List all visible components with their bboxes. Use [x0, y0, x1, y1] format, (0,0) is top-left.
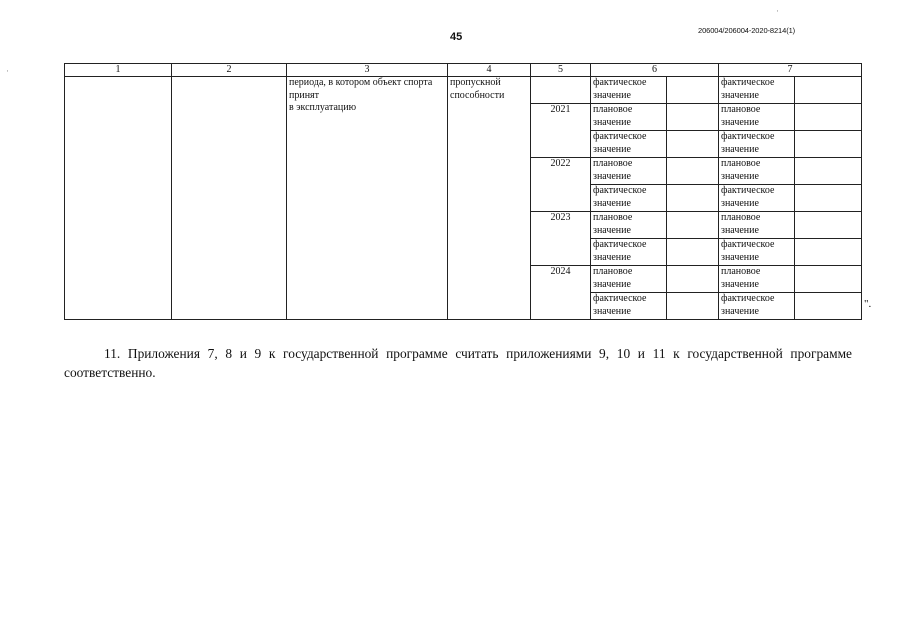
table-cell — [667, 104, 719, 131]
table-cell — [667, 293, 719, 320]
table-cell — [667, 185, 719, 212]
table-cell — [795, 158, 862, 185]
cell-text: периода, в котором объект спорта принят — [289, 77, 433, 101]
table-cell — [795, 131, 862, 158]
table-cell — [65, 77, 172, 320]
column-number: 2 — [172, 64, 287, 77]
table-cell — [795, 185, 862, 212]
table-cell — [795, 77, 862, 104]
year-cell: 2024 — [531, 266, 591, 320]
table-cell — [667, 131, 719, 158]
table-cell: плановое значение — [591, 104, 667, 131]
table-cell — [667, 239, 719, 266]
table-cell — [667, 212, 719, 239]
document-code: 206004/206004-2020-8214(1) — [698, 26, 796, 35]
closing-quote: ". — [864, 298, 872, 310]
table-cell: фактическое значение — [591, 77, 667, 104]
cell-text: пропускной способности — [450, 77, 505, 101]
table-cell — [667, 266, 719, 293]
table-cell — [795, 293, 862, 320]
scan-dot: · — [776, 6, 779, 16]
table-cell: плановое значение — [719, 158, 795, 185]
indicator-table — [64, 63, 862, 320]
column-number: 7 — [719, 64, 862, 77]
table-cell — [172, 77, 287, 320]
page-number: 45 — [450, 31, 463, 43]
table-cell: фактическое значение — [719, 239, 795, 266]
table-header-row — [65, 64, 862, 77]
table-cell: фактическое значение — [719, 77, 795, 104]
table-cell: фактическое значение — [591, 293, 667, 320]
table-cell: фактическое значение — [591, 239, 667, 266]
table-cell — [795, 239, 862, 266]
table-cell: плановое значение — [719, 104, 795, 131]
table-cell: плановое значение — [719, 266, 795, 293]
column-number: 1 — [65, 64, 172, 77]
table-cell — [531, 77, 591, 104]
table-cell — [795, 104, 862, 131]
table-cell: плановое значение — [719, 212, 795, 239]
table-cell: плановое значение — [591, 212, 667, 239]
column-number: 4 — [448, 64, 531, 77]
table-cell — [795, 266, 862, 293]
year-cell: 2023 — [531, 212, 591, 266]
body-paragraph: 11. Приложения 7, 8 и 9 к государственной программе считать приложениями 9, 10 и 11 к государственной программе соответственно. — [64, 346, 852, 380]
column-number: 6 — [591, 64, 719, 77]
table-cell — [795, 212, 862, 239]
table-cell — [448, 77, 531, 320]
year-cell: 2021 — [531, 104, 591, 158]
table-cell: фактическое значение — [591, 185, 667, 212]
table-cell: фактическое значение — [719, 293, 795, 320]
scan-dot: · — [6, 66, 9, 76]
table-cell — [667, 158, 719, 185]
column-number: 5 — [531, 64, 591, 77]
table-row — [65, 77, 862, 104]
table-cell: плановое значение — [591, 266, 667, 293]
table-cell: фактическое значение — [719, 185, 795, 212]
year-cell: 2022 — [531, 158, 591, 212]
table-cell — [667, 77, 719, 104]
cell-text: в эксплуатацию — [289, 102, 357, 113]
table-cell: фактическое значение — [719, 131, 795, 158]
table-cell — [287, 77, 448, 320]
column-number: 3 — [287, 64, 448, 77]
table-cell: фактическое значение — [591, 131, 667, 158]
table-cell: плановое значение — [591, 158, 667, 185]
